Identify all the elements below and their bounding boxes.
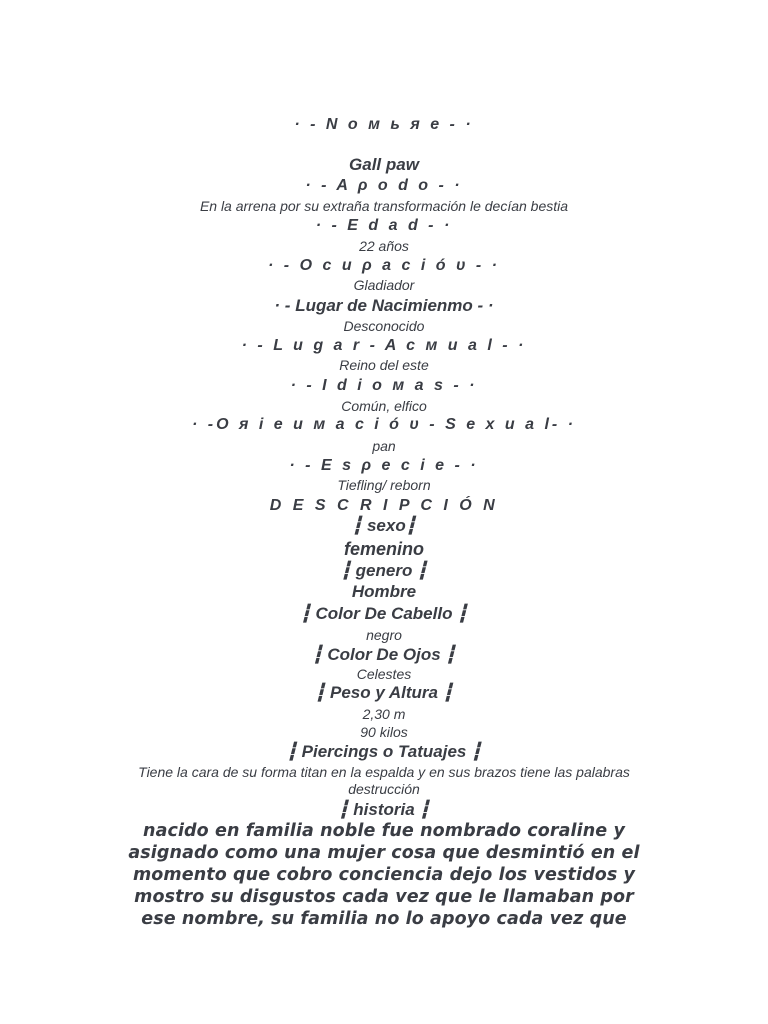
piercings-header: ┇ Piercings o Tatuajes ┇ <box>286 742 482 761</box>
orientacion-value: pan <box>372 438 396 454</box>
peso-altura-header: ┇ Peso y Altura ┇ <box>315 683 453 702</box>
descripcion-header: D E S C R I P C I Ó N <box>269 497 499 514</box>
piercings-value: Tiene la cara de su forma titan en la espalda y en sus brazos tiene las palabras destrucción <box>138 764 630 797</box>
historia-header: ┇ historia ┇ <box>338 800 430 819</box>
especie-value: Tiefling/ reborn <box>337 477 431 493</box>
ojos-header: ┇ Color De Ojos ┇ <box>312 645 456 664</box>
nombre-header: · - N o м ь я e - · <box>294 116 474 133</box>
apodo-header: · - A ρ o d o - · <box>305 177 463 194</box>
sexo-value: femenino <box>343 539 424 559</box>
genero-value: Hombre <box>351 582 417 601</box>
especie-header: · - E s ρ e c i e - · <box>289 457 479 474</box>
peso-value: 90 kilos <box>360 724 408 740</box>
ocupacion-value: Gladiador <box>353 277 415 293</box>
orientacion-header: · -O я i e u м a c i ó υ - S e x u a l- · <box>192 416 576 433</box>
ocupacion-header: · - O c u ρ a c i ó υ - · <box>268 257 500 274</box>
ojos-value: Celestes <box>356 666 412 682</box>
cabello-value: negro <box>366 627 402 643</box>
sexo-header: ┇ sexo┇ <box>352 516 416 535</box>
lugar-actual-value: Reino del este <box>339 357 429 373</box>
lugar-actual-header: · - L u g a r - A c м u a l - · <box>241 337 527 354</box>
apodo-value: En la arrena por su extraña transformación le decían bestia <box>199 198 569 214</box>
idiomas-header: · - I d i o м a s - · <box>290 377 478 394</box>
edad-value: 22 años <box>359 238 409 254</box>
historia-value: nacido en familia noble fue nombrado coraline y asignado como una mujer cosa que desmintió en el momento que cobro conciencia dejo los vestidos y mostro su disgustos cada vez que le llamaban por ese nombre, su familia no lo apoyo cada vez que <box>128 821 640 929</box>
genero-header: ┇ genero ┇ <box>340 561 428 580</box>
nacimiento-header: · - Lugar de Nacimienmo - · <box>274 296 494 315</box>
edad-header: · - E d a d - · <box>315 217 453 234</box>
nacimiento-value: Desconocido <box>343 318 425 334</box>
idiomas-value: Común, elfico <box>341 398 427 414</box>
altura-value: 2,30 m <box>362 706 406 722</box>
cabello-header: ┇ Color De Cabello ┇ <box>300 604 468 623</box>
nombre-value: Gall paw <box>349 155 419 174</box>
